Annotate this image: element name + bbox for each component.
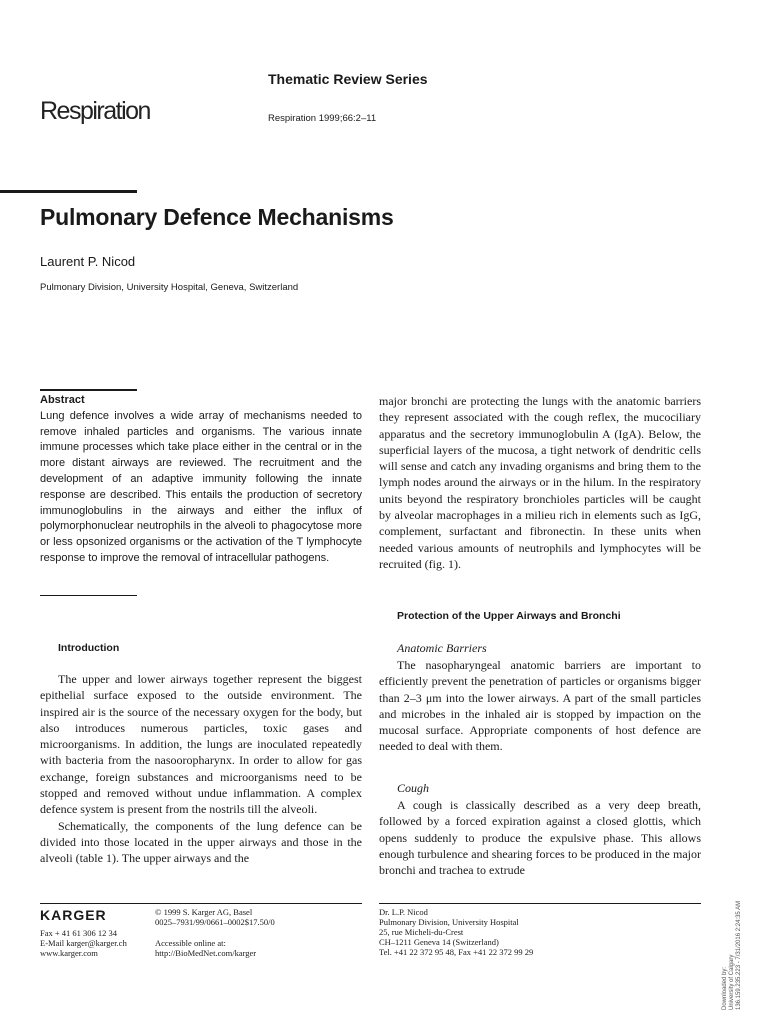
cough-paragraph: A cough is classically described as a very deep breath, followed by a forced expiration against a closed glottis, which opens suddenly to produce the expulsive phase. This allows enough turbulence and shearing forces to be produced in the major bronchi and trachea to extrude	[379, 798, 701, 878]
affiliation: Pulmonary Division, University Hospital, Geneva, Switzerland	[40, 282, 299, 293]
abstract	[40, 393, 362, 567]
abstract-text: Lung defence involves a wide array of mechanisms needed to remove inhaled particles and organisms. The various innate immune processes which take place either in the central or in the more distant airways are reviewed. The recruitment and the development of an adaptive immunity following the innate response are described. This entails the production of secretory immunoglobulins in the airways and either the influx of polymorphonuclear neutrophils in the alveoli to phagocytose more or less opsonized organisms or the activation of the T lymphocyte response to improve the removal of intracellular pathogens.	[40, 409, 362, 564]
website: www.karger.com	[40, 948, 98, 958]
addr-dept: Pulmonary Division, University Hospital	[379, 917, 519, 927]
publisher-contact	[40, 928, 127, 958]
series-title: Thematic Review Series	[268, 71, 428, 87]
addr-tel: Tel. +41 22 372 95 48, Fax +41 22 372 99 29	[379, 947, 534, 957]
anatomic-paragraph: The nasopharyngeal anatomic barriers are important to efficiently prevent the penetration of particles or organisms bigger than 2–3 μm into the lower airways. A part of the small particles and microbes in the inhaled air is stopped by impaction on the mucosal surface. Appropriate components of host defence are needed to deal with them.	[379, 658, 701, 754]
addr-name: Dr. L.P. Nicod	[379, 907, 428, 917]
footer-rule-left	[40, 903, 362, 904]
introduction-paragraph: The upper and lower airways together represent the biggest epithelial surface exposed to the outside environment. The inspired air is the source of the necessary oxygen for the body, but also introduces numerous particles, toxic gases and microorganisms. In addition, the lungs are inoculated repeatedly with bacteria from the nasooropharynx. In order to allow for gas exchange, foreign substances and microorganisms need to be stopped and removed without undue inflammation. A complex defence system is present from the nostrils till the alveoli.	[40, 672, 362, 817]
introduction-body	[40, 671, 362, 867]
download-line: 136.159.235.223 - 7/31/2016 2:24:35 AM	[736, 900, 742, 1010]
email: E-Mail karger@karger.ch	[40, 938, 127, 948]
anatomic-body	[379, 657, 701, 755]
subsection-heading-anatomic: Anatomic Barriers	[397, 641, 487, 655]
introduction-paragraph: Schematically, the components of the lung defence can be divided into those located in the upper airways and those in the alveoli (table 1). The upper airways and the	[40, 818, 362, 866]
access-url: http://BioMedNet.com/karger	[155, 948, 257, 958]
fax: Fax + 41 61 306 12 34	[40, 928, 118, 938]
access-block	[155, 938, 256, 958]
copyright-block	[155, 907, 275, 927]
subsection-heading-cough: Cough	[397, 781, 430, 795]
abstract-end-rule	[40, 595, 137, 596]
abstract-heading: Abstract	[40, 394, 85, 406]
top-rule	[0, 190, 137, 193]
introduction-heading: Introduction	[58, 642, 120, 654]
footer-rule-right	[379, 903, 701, 904]
cough-body	[379, 797, 701, 878]
addr-city: CH–1211 Geneva 14 (Switzerland)	[379, 937, 499, 947]
article-title: Pulmonary Defence Mechanisms	[40, 204, 394, 230]
copyright: © 1999 S. Karger AG, Basel	[155, 907, 253, 917]
section-heading: Protection of the Upper Airways and Bronchi	[397, 610, 621, 622]
citation: Respiration 1999;66:2–11	[268, 113, 377, 124]
journal-logo: Respiration	[40, 97, 150, 125]
addr-street: 25, rue Micheli-du-Crest	[379, 927, 464, 937]
right-column-continuation	[379, 393, 701, 572]
download-note	[722, 900, 743, 1010]
download-line: University of Calgary	[729, 954, 735, 1010]
publisher-logo: KARGER	[40, 907, 107, 923]
continuation-paragraph: major bronchi are protecting the lungs with the anatomic barriers they represent associated with the cough reflex, the mucociliary apparatus and the secretory immunoglobulin A (IgA). Below, the superficial layers of the mucosa, a tight network of dendritic cells will sense and catch any invading organisms and bring them to the lymph nodes around the airways or in the hilum. In the respiratory units beyond the respiratory bronchioles particles will be caught by alveolar macrophages in a milieu rich in elements such as IgG, complement, surfactant and fibronectin. In these units when needed various amounts of neutrophils and lymphocytes will be recruited (fig. 1).	[379, 394, 701, 571]
article-code: 0025–7931/99/0661–0002$17.50/0	[155, 917, 275, 927]
author: Laurent P. Nicod	[40, 254, 136, 269]
abstract-rule	[40, 389, 137, 391]
download-line: Downloaded by:	[722, 966, 728, 1010]
access-label: Accessible online at:	[155, 938, 226, 948]
correspondence-address	[379, 907, 533, 957]
